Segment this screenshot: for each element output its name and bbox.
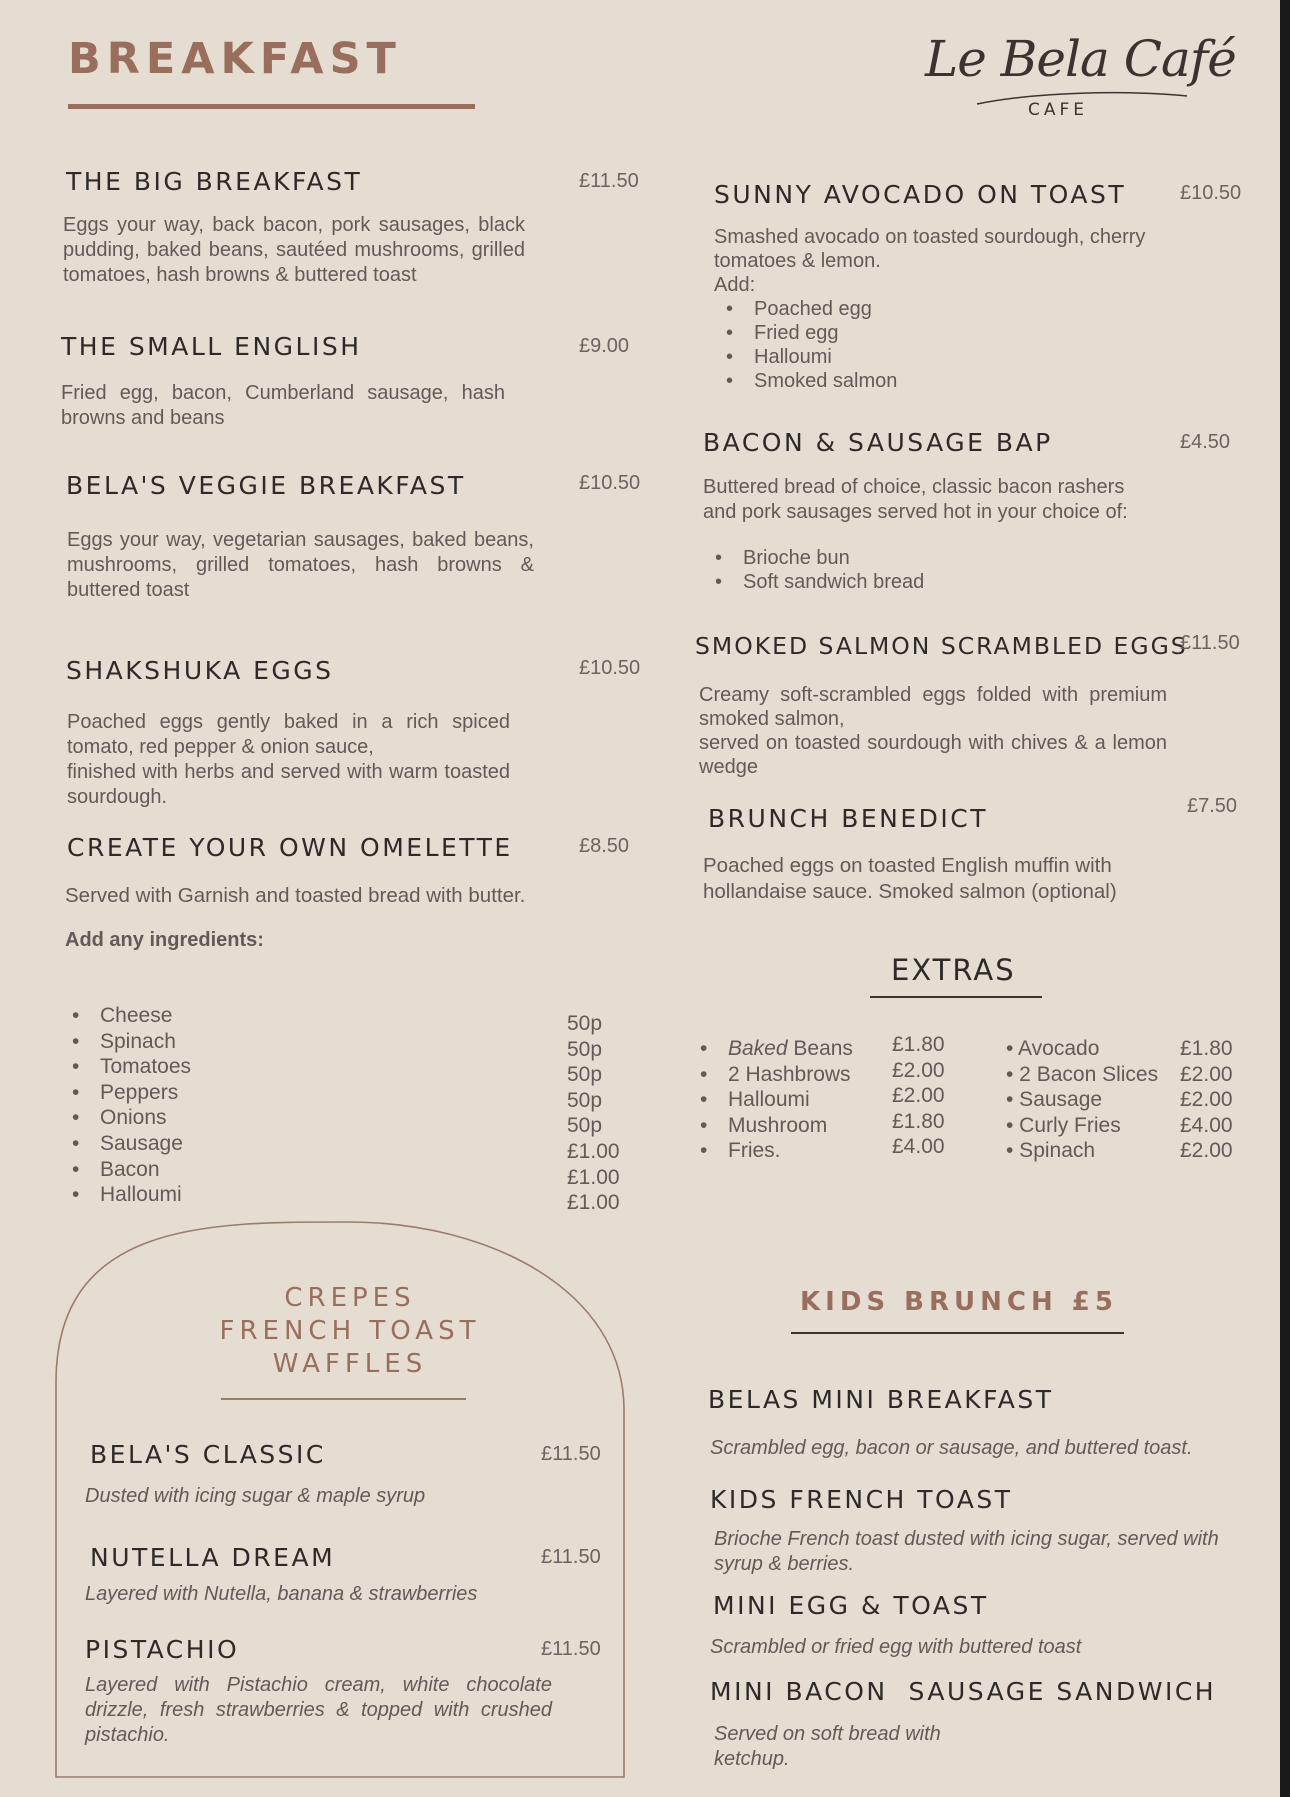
item-description: Layered with Pistachio cream, white chocolate drizzle, fresh strawberries & topped with crushed pistachio. — [85, 1674, 552, 1746]
ingredient-item: • Sausage — [60, 1131, 191, 1157]
option-item: • Brioche bun — [703, 546, 924, 570]
item-description: Scrambled egg, bacon or sausage, and buttered toast. — [710, 1437, 1193, 1459]
ingredient-item: • Tomatoes — [60, 1054, 191, 1080]
description-line: finished with herbs and served with warm toasted sourdough. — [67, 761, 510, 808]
item-price: £8.50 — [579, 835, 630, 857]
description-line: Poached eggs gently baked in a rich spiced tomato, red pepper & onion sauce, — [67, 711, 510, 758]
extra-price: £1.80 — [1180, 1037, 1233, 1060]
item-name: BELA'S CLASSIC — [90, 1440, 326, 1469]
item-name: MINI EGG & TOAST — [713, 1591, 989, 1620]
item-price: £9.00 — [579, 335, 630, 357]
ingredient-price: £1.00 — [567, 1165, 620, 1189]
ingredient-item: • Bacon — [60, 1157, 191, 1183]
item-name: BRUNCH BENEDICT — [708, 804, 989, 833]
ingredient-price: £1.00 — [567, 1191, 620, 1215]
extra-item-italic: Baked — [728, 1037, 788, 1060]
extras-title: EXTRAS — [891, 953, 1016, 987]
kids-heading: KIDS BRUNCH £5 — [800, 1287, 1118, 1317]
option-item: • Fried egg — [714, 321, 897, 345]
add-ingredients-label: Add any ingredients: — [65, 929, 264, 951]
item-price: £11.50 — [579, 170, 639, 192]
item-description: Fried egg, bacon, Cumberland sausage, hash browns and beans — [61, 382, 505, 429]
heading-line: WAFFLES — [272, 1349, 428, 1379]
item-description: Brioche French toast dusted with icing sugar, served with syrup & berries. — [714, 1528, 1219, 1575]
item-price: £11.50 — [541, 1443, 601, 1465]
item-name: PISTACHIO — [85, 1635, 240, 1664]
extra-item: • Sausage — [1006, 1088, 1103, 1112]
ingredient-price: 50p — [567, 1063, 603, 1087]
option-item: • Smoked salmon — [714, 369, 897, 393]
crepes-heading — [200, 1282, 500, 1381]
ingredient-item: • Onions — [60, 1105, 191, 1131]
item-description: Eggs your way, vegetarian sausages, baked beans, mushrooms, grilled tomatoes, hash browns & buttered toast — [67, 529, 534, 601]
extra-price: £1.80 — [892, 1109, 945, 1133]
heading-line: FRENCH TOAST — [219, 1316, 481, 1346]
item-name: THE BIG BREAKFAST — [66, 167, 363, 196]
item-name: THE SMALL ENGLISH — [61, 332, 362, 361]
item-price: £11.50 — [541, 1638, 601, 1660]
item-name: SMOKED SALMON SCRAMBLED EGGS — [695, 632, 1188, 660]
item-price: £7.50 — [1187, 795, 1238, 817]
logo-script-text: Le Bela Café — [925, 30, 1236, 88]
ingredient-item: • Peppers — [60, 1080, 191, 1106]
ingredient-price: £1.00 — [567, 1139, 620, 1163]
extra-price: £2.00 — [892, 1058, 945, 1082]
extra-item: • Spinach — [1006, 1139, 1096, 1163]
extra-price: £2.00 — [1180, 1062, 1233, 1086]
item-name: SHAKSHUKA EGGS — [66, 656, 334, 685]
extra-price: £2.00 — [892, 1084, 945, 1108]
extra-item-suffix: Beans — [787, 1037, 853, 1060]
extra-item: • Fries. — [688, 1138, 853, 1164]
item-name: KIDS FRENCH TOAST — [710, 1485, 1013, 1514]
ingredient-item: • Cheese — [60, 1003, 191, 1029]
extra-price: £4.00 — [1180, 1113, 1233, 1137]
item-price: £11.50 — [1180, 632, 1240, 654]
description-line: Creamy soft-scrambled eggs folded with premium smoked salmon, — [699, 684, 1167, 730]
item-price: £11.50 — [541, 1546, 601, 1568]
extra-price: £2.00 — [1180, 1139, 1233, 1163]
item-description: Buttered bread of choice, classic bacon rashers and pork sausages served hot in your choice of: — [703, 476, 1128, 523]
item-description: Served on soft bread with ketchup. — [714, 1723, 941, 1770]
heading-line: CREPES — [284, 1283, 416, 1313]
ingredient-price: 50p — [567, 1114, 603, 1138]
extra-item: • 2 Bacon Slices — [1006, 1062, 1159, 1086]
option-item: • Halloumi — [714, 345, 897, 369]
item-description: Served with Garnish and toasted bread with butter. — [65, 884, 526, 907]
extra-item: • Avocado — [1006, 1037, 1100, 1060]
logo-subtitle: CAFE — [1028, 100, 1089, 120]
description-line: served on toasted sourdough with chives & a lemon wedge — [699, 732, 1167, 778]
item-name: BELA'S VEGGIE BREAKFAST — [66, 471, 466, 500]
ingredient-item: • Halloumi — [60, 1182, 191, 1208]
extra-price: £1.80 — [892, 1033, 945, 1056]
option-item: • Poached egg — [714, 297, 897, 321]
item-price: £4.50 — [1180, 431, 1231, 453]
item-description: Layered with Nutella, banana & strawberries — [85, 1583, 478, 1605]
item-description: Eggs your way, back bacon, pork sausages, black pudding, baked beans, sautéed mushrooms, grilled tomatoes, hash browns & buttered toast — [63, 214, 525, 286]
item-name: BELAS MINI BREAKFAST — [708, 1385, 1054, 1414]
ingredient-price: 50p — [567, 1037, 603, 1061]
crepes-heading-underline — [221, 1398, 466, 1400]
item-name: MINI BACON SAUSAGE SANDWICH — [710, 1677, 1217, 1706]
item-price: £10.50 — [579, 657, 641, 679]
ingredient-item: • Spinach — [60, 1029, 191, 1055]
extra-item: • Curly Fries — [1006, 1113, 1121, 1137]
page-title: BREAKFAST — [68, 34, 402, 84]
add-label: Add: — [714, 274, 756, 296]
item-name: BACON & SAUSAGE BAP — [703, 428, 1053, 457]
item-description: Scrambled or fried egg with buttered toast — [710, 1636, 1082, 1658]
item-name: NUTELLA DREAM — [90, 1543, 336, 1572]
extra-item: • Halloumi — [688, 1087, 853, 1113]
item-name: SUNNY AVOCADO ON TOAST — [714, 180, 1127, 209]
extra-item: • 2 Hashbrows — [688, 1062, 853, 1088]
kids-heading-underline — [791, 1332, 1124, 1334]
ingredient-price: 50p — [567, 1088, 603, 1112]
item-price: £10.50 — [1180, 182, 1242, 204]
item-description: Dusted with icing sugar & maple syrup — [85, 1485, 426, 1507]
extra-price: £4.00 — [892, 1135, 945, 1159]
item-description: Poached eggs on toasted English muffin with hollandaise sauce. Smoked salmon (optional) — [703, 854, 1117, 903]
item-price: £10.50 — [579, 472, 641, 494]
item-name: CREATE YOUR OWN OMELETTE — [67, 833, 513, 862]
ingredient-price: 50p — [567, 1012, 603, 1035]
extra-item: • Mushroom — [688, 1113, 853, 1139]
extra-price: £2.00 — [1180, 1088, 1233, 1112]
description-text: Smashed avocado on toasted sourdough, cherry tomatoes & lemon. — [714, 226, 1146, 272]
option-item: • Soft sandwich bread — [703, 570, 924, 594]
